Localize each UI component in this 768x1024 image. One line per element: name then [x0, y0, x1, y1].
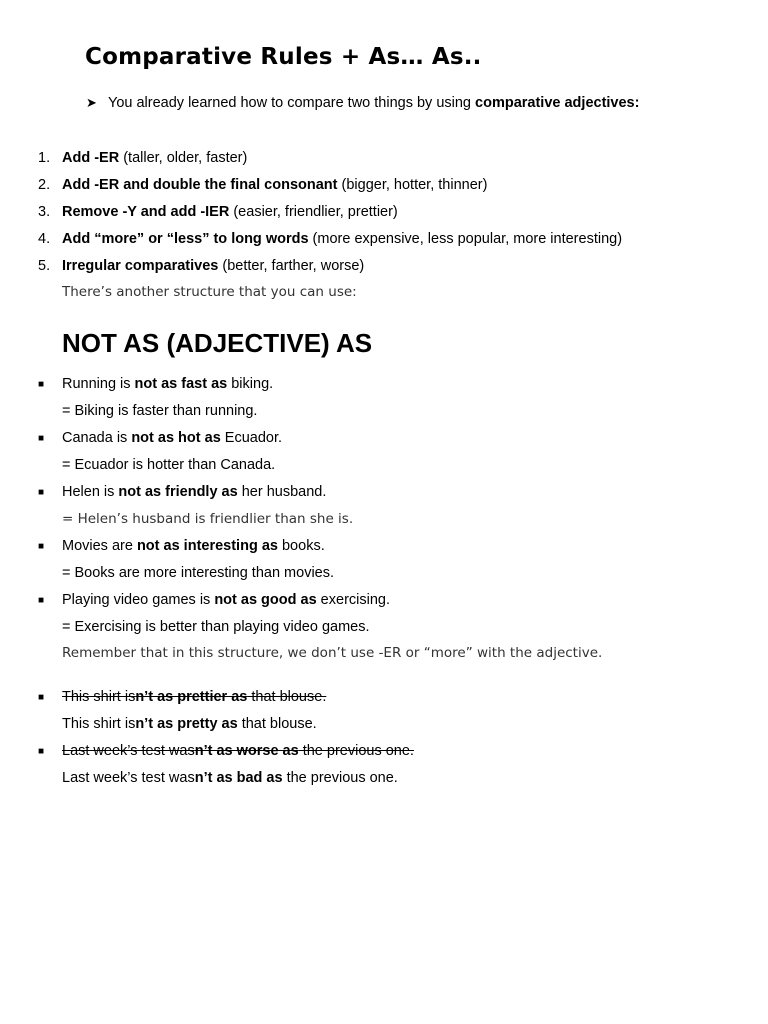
rule-bold: Remove -Y and add -IER	[62, 204, 230, 220]
example-bold: not as interesting as	[136, 538, 278, 554]
structure-note: There’s another structure that you can use:	[62, 284, 357, 300]
corrections-list	[38, 688, 414, 796]
correction-item	[38, 742, 414, 796]
example-text: Playing video games is	[62, 592, 215, 608]
intro-bold: comparative adjectives:	[475, 95, 640, 111]
incorrect-sentence: Last week’s test wasn’t as worse as the previous one.	[62, 743, 414, 759]
square-bullet-icon: ■	[38, 433, 45, 444]
example-text: books.	[277, 538, 325, 554]
example-equivalent: = Ecuador is hotter than Canada.	[62, 457, 276, 473]
example-item	[38, 483, 390, 537]
example-text: biking.	[227, 376, 274, 392]
example-equivalent: = Helen’s husband is friendlier than she is.	[62, 511, 354, 527]
structure-reminder: Remember that in this structure, we don’t use -ER or “more” with the adjective.	[62, 645, 603, 661]
incorrect-sentence: This shirt isn’t as prettier as that blouse.	[62, 689, 327, 705]
example-text: Ecuador.	[220, 430, 283, 446]
square-bullet-icon: ■	[38, 487, 45, 498]
rule-bold: Irregular comparatives	[62, 258, 219, 274]
example-item	[38, 375, 390, 429]
square-bullet-icon: ■	[38, 692, 45, 703]
example-text: Helen is	[62, 484, 119, 500]
rule-bold: Add -ER	[62, 150, 120, 166]
example-equivalent: = Exercising is better than playing video games.	[62, 619, 370, 635]
square-bullet-icon: ■	[38, 595, 45, 606]
rule-bold: Add -ER and double the final consonant	[62, 177, 338, 193]
example-equivalent: = Books are more interesting than movies.	[62, 565, 335, 581]
rule-item	[38, 230, 622, 257]
square-bullet-icon: ■	[38, 541, 45, 552]
example-bold: not as fast as	[134, 376, 228, 392]
rule-examples: (taller, older, faster)	[119, 150, 248, 166]
example-text: Movies are	[62, 538, 137, 554]
section-heading: NOT AS (ADJECTIVE) AS	[62, 328, 373, 358]
example-item	[38, 537, 390, 591]
correct-sentence: Last week’s test wasn’t as bad as the previous one.	[62, 770, 398, 786]
rule-number: 5.	[38, 258, 51, 274]
comparative-rules-list	[38, 149, 622, 284]
intro-text: You already learned how to compare two things by using	[108, 95, 476, 111]
rule-examples: (more expensive, less popular, more interesting)	[308, 231, 623, 247]
example-bold: not as hot as	[131, 430, 221, 446]
correct-sentence: This shirt isn’t as pretty as that blouse.	[62, 716, 317, 732]
example-bold: not as good as	[214, 592, 317, 608]
page-title: Comparative Rules + As… As..	[85, 44, 482, 70]
intro-line	[86, 95, 639, 111]
example-text: Canada is	[62, 430, 132, 446]
rule-number: 1.	[38, 150, 51, 166]
example-text: her husband.	[237, 484, 327, 500]
rule-examples: (bigger, hotter, thinner)	[337, 177, 488, 193]
example-bold: not as friendly as	[118, 484, 238, 500]
example-equivalent: = Biking is faster than running.	[62, 403, 258, 419]
arrow-bullet-icon: ➤	[86, 95, 97, 110]
square-bullet-icon: ■	[38, 746, 45, 757]
example-text: Running is	[62, 376, 135, 392]
rule-number: 3.	[38, 204, 51, 220]
rule-bold: Add “more” or “less” to long words	[62, 231, 309, 247]
example-text: exercising.	[316, 592, 390, 608]
rule-item	[38, 203, 622, 230]
square-bullet-icon: ■	[38, 379, 45, 390]
rule-number: 4.	[38, 231, 51, 247]
correction-item	[38, 688, 414, 742]
examples-list	[38, 375, 390, 645]
rule-number: 2.	[38, 177, 51, 193]
example-item	[38, 429, 390, 483]
rule-item	[38, 176, 622, 203]
rule-examples: (easier, friendlier, prettier)	[229, 204, 398, 220]
example-item	[38, 591, 390, 645]
rule-item	[38, 149, 622, 176]
rule-examples: (better, farther, worse)	[218, 258, 365, 274]
rule-item	[38, 257, 622, 284]
